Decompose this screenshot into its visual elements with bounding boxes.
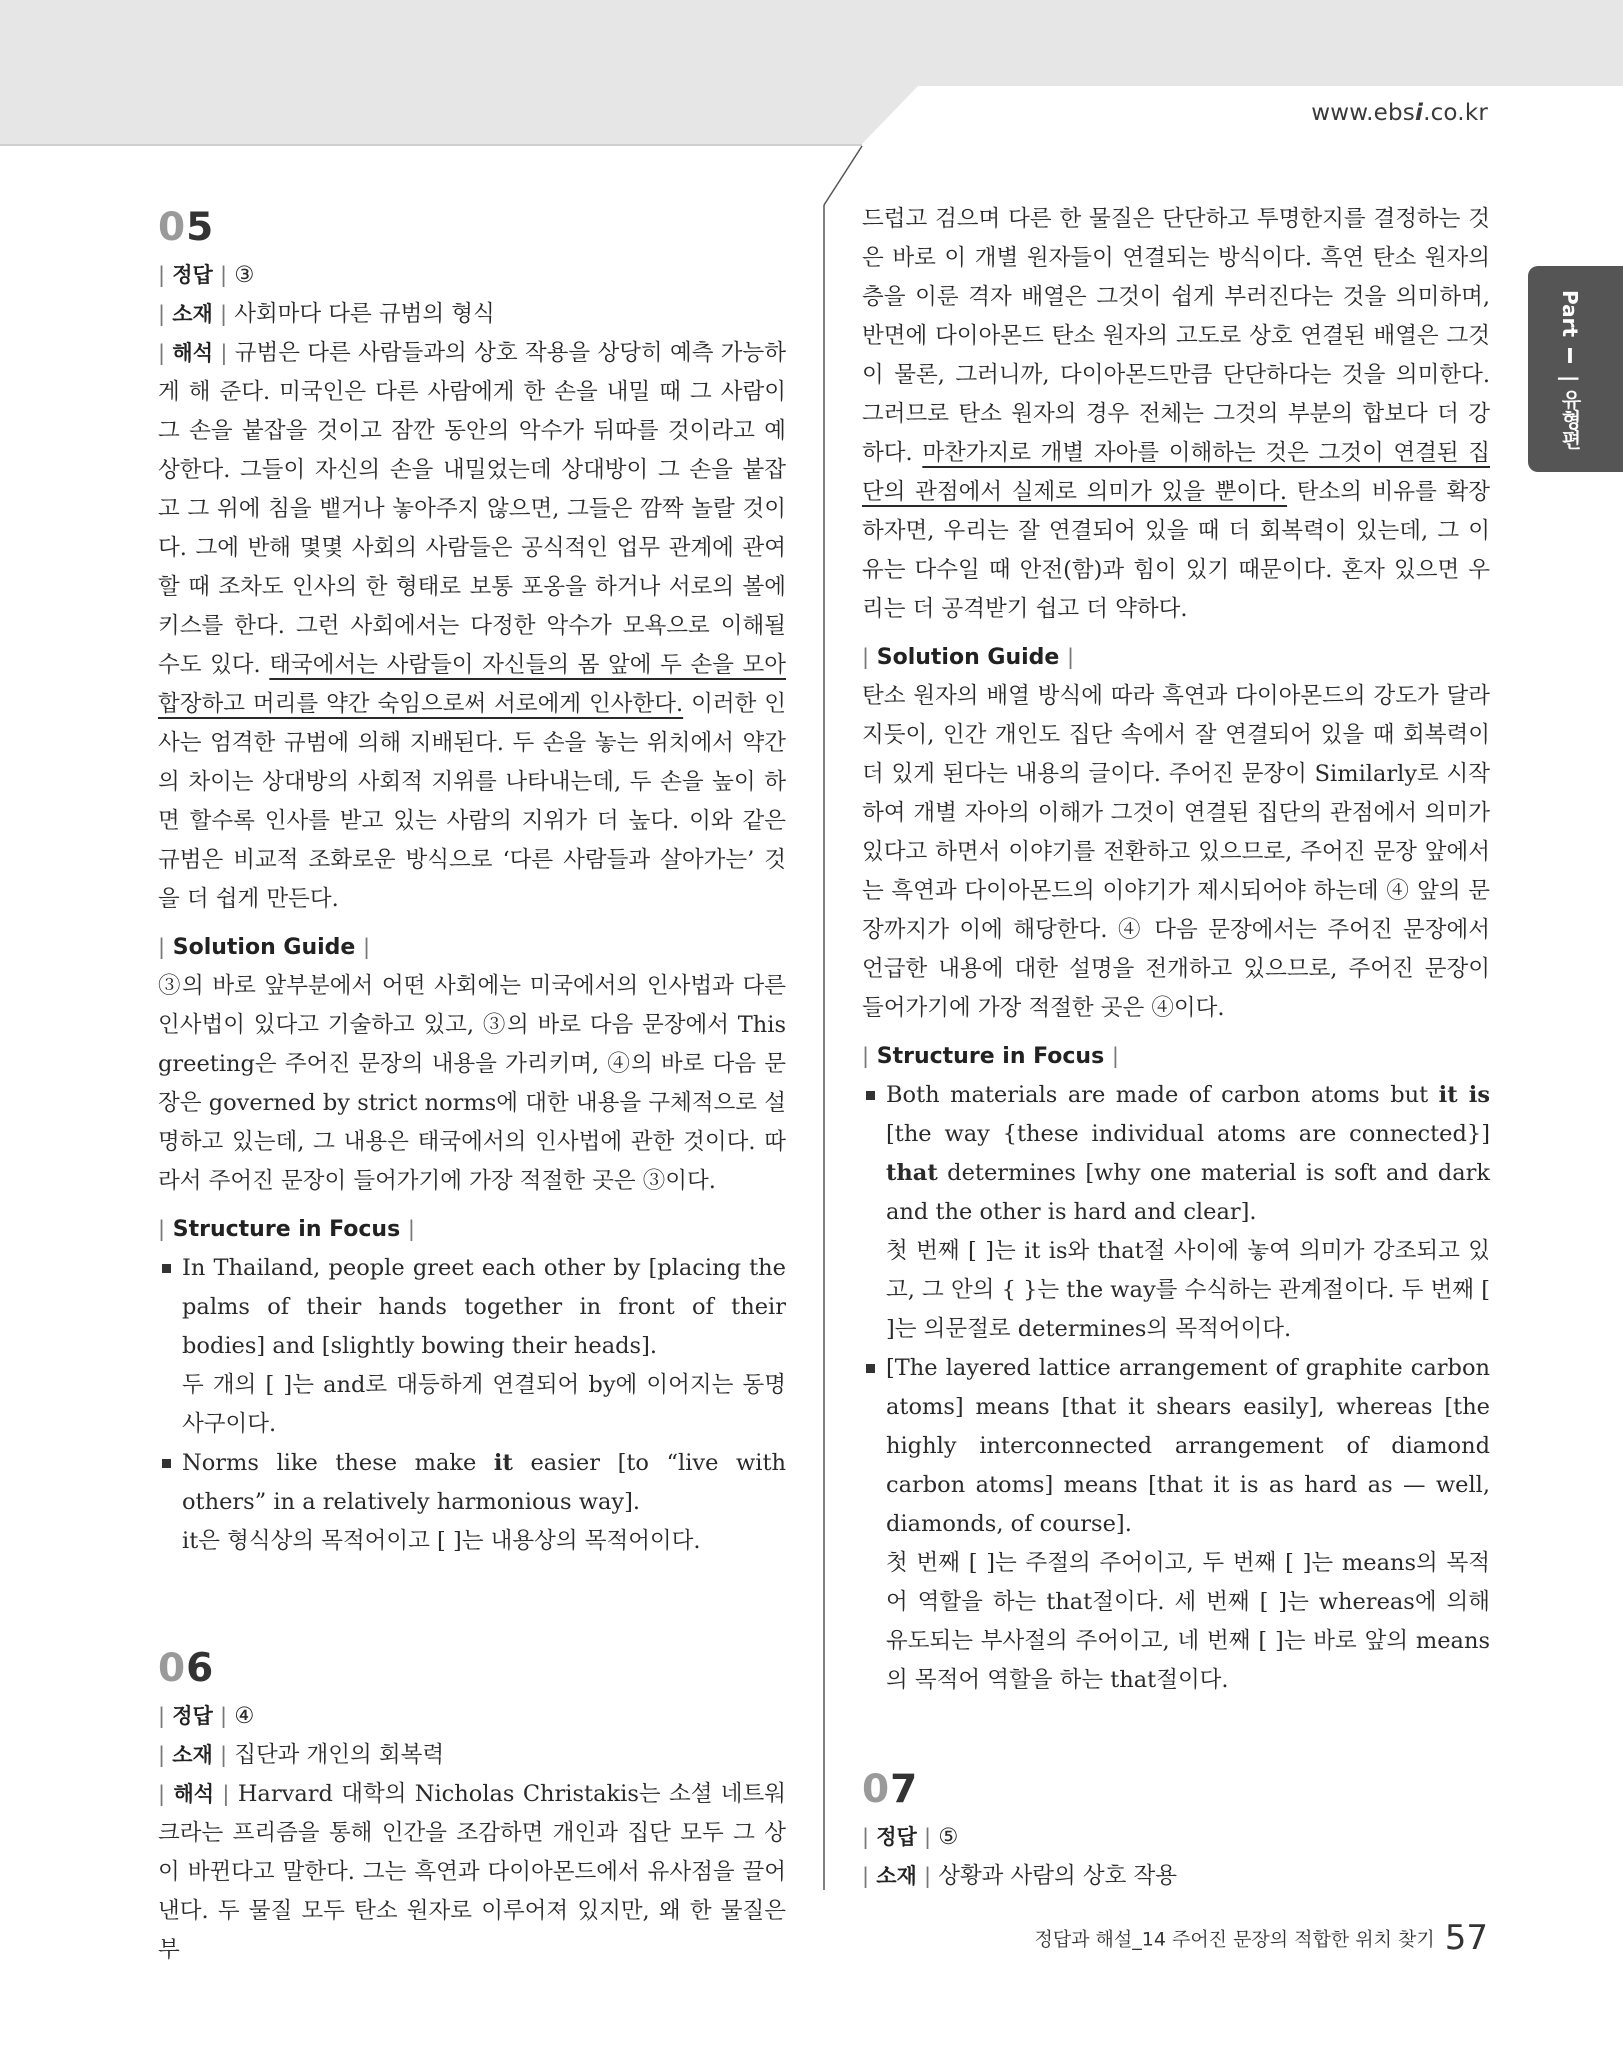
structure-item: Norms like these make it easier [to “live with others” in a relatively harmonious way]. (158, 1444, 786, 1522)
topic-line: | 소재 | 상황과 사람의 상호 작용 (862, 1863, 1178, 1889)
topic-line: | 소재 | 집단과 개인의 회복력 (158, 1742, 445, 1768)
answer-line: | 정답 | ⑤ (862, 1824, 959, 1850)
solution-guide-heading: | Solution Guide | (158, 935, 371, 960)
page-number: 57 (1444, 1918, 1488, 1958)
explanation-text: | 해석 | Harvard 대학의 Nicholas Christakis는 소셜 네트워크라는 프리즘을 통해 인간을 조감하면 개인과 집단 모두 그 상이 바뀐다고 말한다. 그는 흑연과 다이아몬드에서 유사점을 끌어낸다. 두 물질 모두 탄소 원자로 이루어져 있지만, 왜 한 물질은 부 (158, 1781, 786, 1963)
structure-note: 첫 번째 [ ]는 it is와 that절 사이에 놓여 의미가 강조되고 있고, 그 안의 { }는 the way를 수식하는 관계절이다. 두 번째 [ ]는 의문절로 determines의 목적어이다. (886, 1238, 1490, 1342)
solution-guide-text: 탄소 원자의 배열 방식에 따라 흑연과 다이아몬드의 강도가 달라지듯이, 인간 개인도 집단 속에서 잘 연결되어 있을 때 회복력이 더 있게 된다는 내용의 글이다. 주어진 문장이 Similarly로 시작하여 개별 자아의 이해가 그것이 연결된 집단의 관점에서 의미가 있다고 하면서 이야기를 전환하고 있으므로, 주어진 문장 앞에서는 흑연과 다이아몬드의 이야기가 제시되어야 하는데 ④ 앞의 문장까지가 이에 해당한다. ④ 다음 문장에서는 주어진 문장에서 언급한 내용에 대한 설명을 전개하고 있으므로, 주어진 문장이 들어가기에 가장 적절한 곳은 ④이다. (862, 683, 1490, 1021)
left-column (158, 200, 786, 1970)
bullet-square-icon (162, 1459, 171, 1468)
structure-heading: | Structure in Focus | (158, 1217, 415, 1242)
underlined-sentence: 태국에서는 사람들이 자신들의 몸 앞에 두 손을 모아 합장하고 머리를 약간 숙임으로써 서로에게 인사한다. (158, 652, 786, 717)
answer-line: | 정답 | ③ (158, 262, 255, 288)
answer-line: | 정답 | ④ (158, 1703, 255, 1729)
topic-line: | 소재 | 사회마다 다른 규범의 형식 (158, 301, 495, 327)
solution-guide-heading: | Solution Guide | (862, 645, 1075, 670)
solution-guide-text: ③의 바로 앞부분에서 어떤 사회에는 미국에서의 인사법과 다른 인사법이 있다고 기술하고 있고, ③의 바로 다음 문장에서 This greeting은 주어진 문장의 내용을 가리키며, ④의 바로 다음 문장은 governed by strict norms에 대한 내용을 구체적으로 설명하고 있는데, 그 내용은 태국에서의 인사법에 관한 것이다. 따라서 주어진 문장이 들어가기에 가장 적절한 곳은 ③이다. (158, 973, 786, 1194)
structure-note: 첫 번째 [ ]는 주절의 주어이고, 두 번째 [ ]는 means의 목적어 역할을 하는 that절이다. 세 번째 [ ]는 whereas에 의해 유도되는 부사절의 주어이고, 네 번째 [ ]는 바로 앞의 means의 목적어 역할을 하는 that절이다. (886, 1550, 1490, 1693)
bullet-square-icon (866, 1364, 875, 1373)
underlined-sentence: 마찬가지로 개별 자아를 이해하는 것은 그것이 연결된 집단의 관점에서 실제로 의미가 있을 뿐이다. (862, 440, 1490, 505)
structure-heading: | Structure in Focus | (862, 1044, 1119, 1069)
bullet-square-icon (162, 1264, 171, 1273)
explanation-text-continued: 드럽고 검으며 다른 한 물질은 단단하고 투명한지를 결정하는 것은 바로 이 개별 원자들이 연결되는 방식이다. 흑연 탄소 원자의 층을 이룬 격자 배열은 그것이 쉽게 부러진다는 것을 의미하며, 반면에 다이아몬드 탄소 원자의 고도로 상호 연결된 배열은 그것이 물론, 그러니까, 다이아몬드만큼 단단하다는 것을 의미한다. 그러므로 탄소 원자의 경우 전체는 그것의 부분의 합보다 더 강하다. 마찬가지로 개별 자아를 이해하는 것은 그것이 연결된 집단의 관점에서 실제로 의미가 있을 뿐이다. 탄소의 비유를 확장하자면, 우리는 잘 연결되어 있을 때 더 회복력이 있는데, 그 이유는 다수일 때 안전(함)과 힘이 있기 때문이다. 혼자 있으면 우리는 더 공격받기 쉽고 더 약하다. (862, 206, 1490, 622)
structure-item: Both materials are made of carbon atoms but it is [the way {these individual atoms are connected}] that determines [why one material is soft and dark and the other is hard and clear]. (862, 1076, 1490, 1232)
structure-note: it은 형식상의 목적어이고 [ ]는 내용상의 목적어이다. (182, 1528, 701, 1554)
structure-note: 두 개의 [ ]는 and로 대등하게 연결되어 by에 이어지는 동명사구이다. (182, 1372, 786, 1437)
footer-title: 정답과 해설_14 주어진 문장의 적합한 위치 찾기 (1034, 1928, 1435, 1951)
structure-item: In Thailand, people greet each other by [placing the palms of their hands together in front of their bodies] and [slightly bowing their heads]. (158, 1249, 786, 1366)
page-footer (1034, 1918, 1488, 1958)
bullet-square-icon (866, 1091, 875, 1100)
question-number-05: 05 (158, 205, 215, 250)
question-number-07: 07 (862, 1767, 919, 1812)
explanation-text: | 해석 | 규범은 다른 사람들과의 상호 작용을 상당히 예측 가능하게 해 준다. 미국인은 다른 사람에게 한 손을 내밀 때 그 사람이 그 손을 붙잡을 것이고 잠깐 동안의 악수가 뒤따를 것이라고 예상한다. 그들이 자신의 손을 내밀었는데 상대방이 그 손을 붙잡고 그 위에 침을 뱉거나 놓아주지 않으면, 그들은 깜짝 놀랄 것이다. 그에 반해 몇몇 사회의 사람들은 공식적인 업무 관계에 관여할 때 조차도 인사의 한 형태로 보통 포옹을 하거나 서로의 볼에 키스를 한다. 그런 사회에서는 다정한 악수가 모욕으로 이해될 수도 있다. 태국에서는 사람들이 자신들의 몸 앞에 두 손을 모아 합장하고 머리를 약간 숙임으로써 서로에게 인사한다. 이러한 인사는 엄격한 규범에 의해 지배된다. 두 손을 놓는 위치에서 약간의 차이는 상대방의 사회적 지위를 나타내는데, 두 손을 높이 하면 할수록 인사를 받고 있는 사람의 지위가 더 높다. 이와 같은 규범은 비교적 조화로운 방식으로 ‘다른 사람들과 살아가는’ 것을 더 쉽게 만든다. (158, 340, 787, 912)
question-number-06: 06 (158, 1646, 215, 1691)
structure-item: [The layered lattice arrangement of graphite carbon atoms] means [that it shears easily], whereas [the highly interconnected arrangement of diamond carbon atoms] means [that it is as hard as — well, diamonds, of course]. (862, 1349, 1490, 1544)
part-side-tab[interactable]: Part Ⅰ | 유형편 (1528, 266, 1623, 472)
website-url[interactable]: www.ebsi.co.kr (1311, 100, 1488, 126)
right-column (862, 200, 1490, 1896)
